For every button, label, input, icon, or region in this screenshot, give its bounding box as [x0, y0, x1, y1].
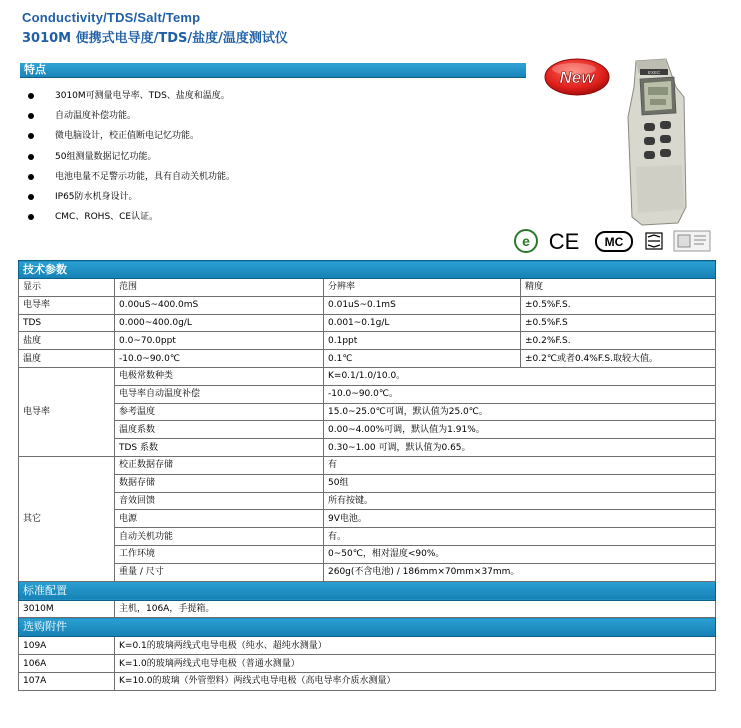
feature-item: 微电脑设计，校正值断电记忆功能。 — [28, 129, 235, 149]
bullet-icon — [28, 93, 34, 99]
table-row: 电源 9V电池。 — [19, 510, 716, 528]
features-header-bar — [20, 63, 526, 78]
optional-header: 选购附件 — [19, 618, 716, 637]
e-icon — [515, 230, 537, 252]
svg-text:CE: CE — [548, 229, 580, 254]
table-row: 109A K=0.1的玻璃两线式电导电极（纯水、超纯水测量） — [19, 637, 716, 655]
spec-table — [18, 260, 716, 691]
bullet-icon — [28, 154, 34, 160]
table-row: 电导率 电极常数种类 K=0.1/1.0/10.0。 — [19, 367, 716, 385]
bullet-icon — [28, 174, 34, 180]
table-row: 自动关机功能 有。 — [19, 528, 716, 546]
spec-header: 技术参数 — [19, 261, 716, 279]
title-english: Conductivity/TDS/Salt/Temp — [22, 10, 201, 25]
table-row: 盐度 0.0~70.0ppt 0.1ppt ±0.2%F.S. — [19, 332, 716, 350]
optional-header-row — [19, 618, 716, 637]
table-row: TDS 系数 0.30~1.00 可调，默认值为0.65。 — [19, 439, 716, 457]
bullet-icon — [28, 214, 34, 220]
standard-header: 标准配置 — [19, 581, 716, 600]
badge-text: New — [559, 68, 595, 87]
table-row: 温度 -10.0~90.0℃ 0.1℃ ±0.2℃或者0.4%F.S.取较大值。 — [19, 350, 716, 368]
table-row: TDS 0.000~400.0g/L 0.001~0.1g/L ±0.5%F.S — [19, 314, 716, 332]
feature-item: 电池电量不足警示功能，具有自动关机功能。 — [28, 170, 235, 190]
bullet-icon — [28, 133, 34, 139]
standard-header-row — [19, 581, 716, 600]
certification-icons — [512, 227, 716, 255]
feature-item: 50组测量数据记忆功能。 — [28, 150, 235, 170]
new-badge-icon — [544, 58, 610, 96]
table-row: 工作环境 0~50℃，相对湿度<90%。 — [19, 545, 716, 563]
table-row: 音效回馈 所有按键。 — [19, 492, 716, 510]
conductivity-group-label: 电导率 — [19, 367, 115, 456]
feature-item: 自动温度补偿功能。 — [28, 109, 235, 129]
table-row: 重量 / 尺寸 260g(不含电池) / 186mm×70mm×37mm。 — [19, 563, 716, 581]
device-image — [606, 57, 696, 227]
features-header: 特点 — [24, 63, 46, 76]
table-row: 显示 范围 分辨率 精度 — [19, 279, 716, 297]
bullet-icon — [28, 113, 34, 119]
table-row: 106A K=1.0的玻璃两线式电导电极（普通水测量） — [19, 655, 716, 673]
table-row: 3010M 主机，106A，手提箱。 — [19, 600, 716, 618]
table-row: 温度系数 0.00~4.00%可调，默认值为1.91%。 — [19, 421, 716, 439]
certificate-icon — [674, 231, 710, 251]
table-row: 电导率自动温度补偿 -10.0~90.0℃。 — [19, 385, 716, 403]
bullet-icon — [28, 194, 34, 200]
feature-item: CMC、ROHS、CE认证。 — [28, 210, 235, 230]
spec-header-row — [19, 261, 716, 279]
svg-text:EXEC: EXEC — [648, 70, 661, 75]
cmc-mark-icon — [596, 232, 632, 251]
features-list — [28, 89, 235, 230]
conformity-mark-icon — [646, 233, 662, 249]
feature-item: 3010M可测量电导率、TDS、盐度和温度。 — [28, 89, 235, 109]
ce-mark-icon — [549, 229, 580, 254]
table-row: 参考温度 15.0~25.0℃可调，默认值为25.0℃。 — [19, 403, 716, 421]
title-chinese: 3010M 便携式电导度/TDS/盐度/温度测试仪 — [22, 31, 288, 46]
table-row: 数据存储 50组 — [19, 474, 716, 492]
feature-item: IP65防水机身设计。 — [28, 190, 235, 210]
other-group-label: 其它 — [19, 456, 115, 581]
svg-text:MC: MC — [604, 235, 624, 249]
svg-text:e: e — [522, 233, 530, 249]
table-row: 其它 校正数据存储 有 — [19, 456, 716, 474]
table-row: 电导率 0.00uS~400.0mS 0.01uS~0.1mS ±0.5%F.S. — [19, 296, 716, 314]
table-row: 107A K=10.0的玻璃（外管塑料）两线式电导电极（高电导率介质水测量） — [19, 672, 716, 690]
